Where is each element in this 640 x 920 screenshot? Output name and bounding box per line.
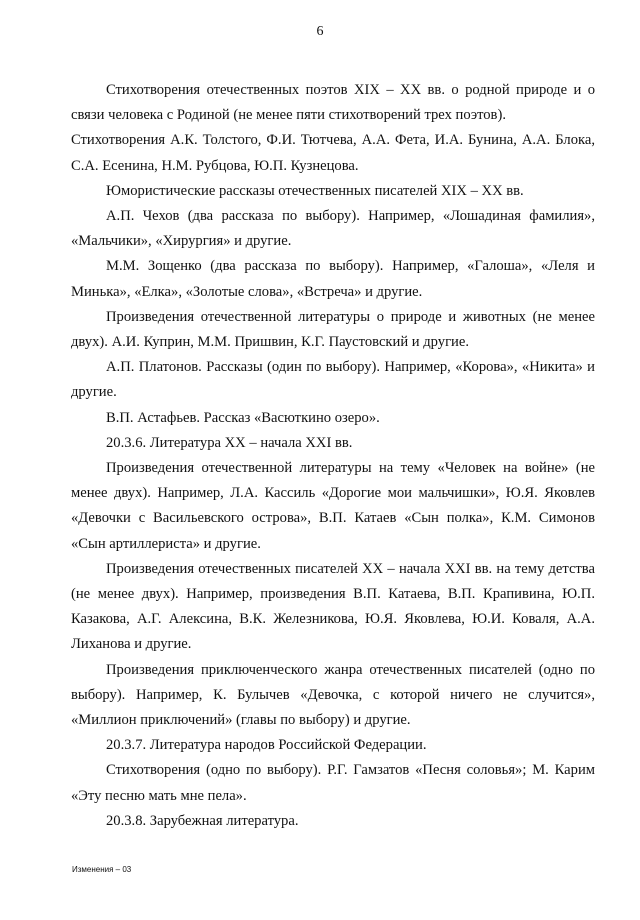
paragraph: М.М. Зощенко (два рассказа по выбору). Например, «Галоша», «Леля и Минька», «Елка», «Золотые слова», «Встреча» и другие.	[71, 258, 595, 300]
paragraph: Произведения отечественной литературы на тему «Человек на войне» (не менее двух). Например, Л.А. Кассиль «Дорогие мои мальчишки», Ю.Я. Яковлев «Девочки с Васильевского острова», В.П. Катаев «Сын полка», К.М. Симонов «Сын артиллериста» и другие.	[71, 460, 595, 552]
section-heading: 20.3.6. Литература XX – начала XXI вв.	[106, 434, 353, 451]
paragraph: Стихотворения отечественных поэтов XIX – XX вв. о родной природе и о связи человека с Родиной (не менее пяти стихотворений трех поэтов).	[71, 82, 595, 124]
section-heading: 20.3.7. Литература народов Российской Федерации.	[106, 737, 427, 754]
paragraph: В.П. Астафьев. Рассказ «Васюткино озеро».	[106, 409, 380, 426]
footer-note: Изменения – 03	[72, 865, 132, 874]
paragraph: Стихотворения А.К. Толстого, Ф.И. Тютчева, А.А. Фета, И.А. Бунина, А.А. Блока, С.А. Есенина, Н.М. Рубцова, Ю.П. Кузнецова.	[71, 132, 595, 174]
body-text	[71, 78, 595, 834]
paragraph: Произведения приключенческого жанра отечественных писателей (одно по выбору). Например, К. Булычев «Девочка, с которой ничего не случится», «Миллион приключений» (главы по выбору) и другие.	[71, 661, 595, 729]
paragraph: А.П. Чехов (два рассказа по выбору). Например, «Лошадиная фамилия», «Мальчики», «Хирургия» и другие.	[71, 208, 595, 250]
section-heading: 20.3.8. Зарубежная литература.	[106, 812, 299, 829]
page-number: 6	[316, 24, 324, 39]
paragraph: Юмористические рассказы отечественных писателей XIX – XX вв.	[106, 182, 524, 199]
paragraph: Произведения отечественной литературы о природе и животных (не менее двух). А.И. Куприн, М.М. Пришвин, К.Г. Паустовский и другие.	[71, 308, 595, 351]
paragraph: Стихотворения (одно по выбору). Р.Г. Гамзатов «Песня соловья»; М. Карим «Эту песню мать мне пела».	[71, 762, 595, 804]
paragraph: Произведения отечественных писателей XX – начала XXI вв. на тему детства (не менее двух). Например, произведения В.П. Катаева, В.П. Крапивина, Ю.П. Казакова, А.Г. Алексина, В.К. Железникова, Ю.Я. Яковлева, Ю.И. Коваля, А.А. Лиханова и другие.	[71, 560, 595, 653]
paragraph: А.П. Платонов. Рассказы (один по выбору). Например, «Корова», «Никита» и другие.	[71, 359, 595, 401]
